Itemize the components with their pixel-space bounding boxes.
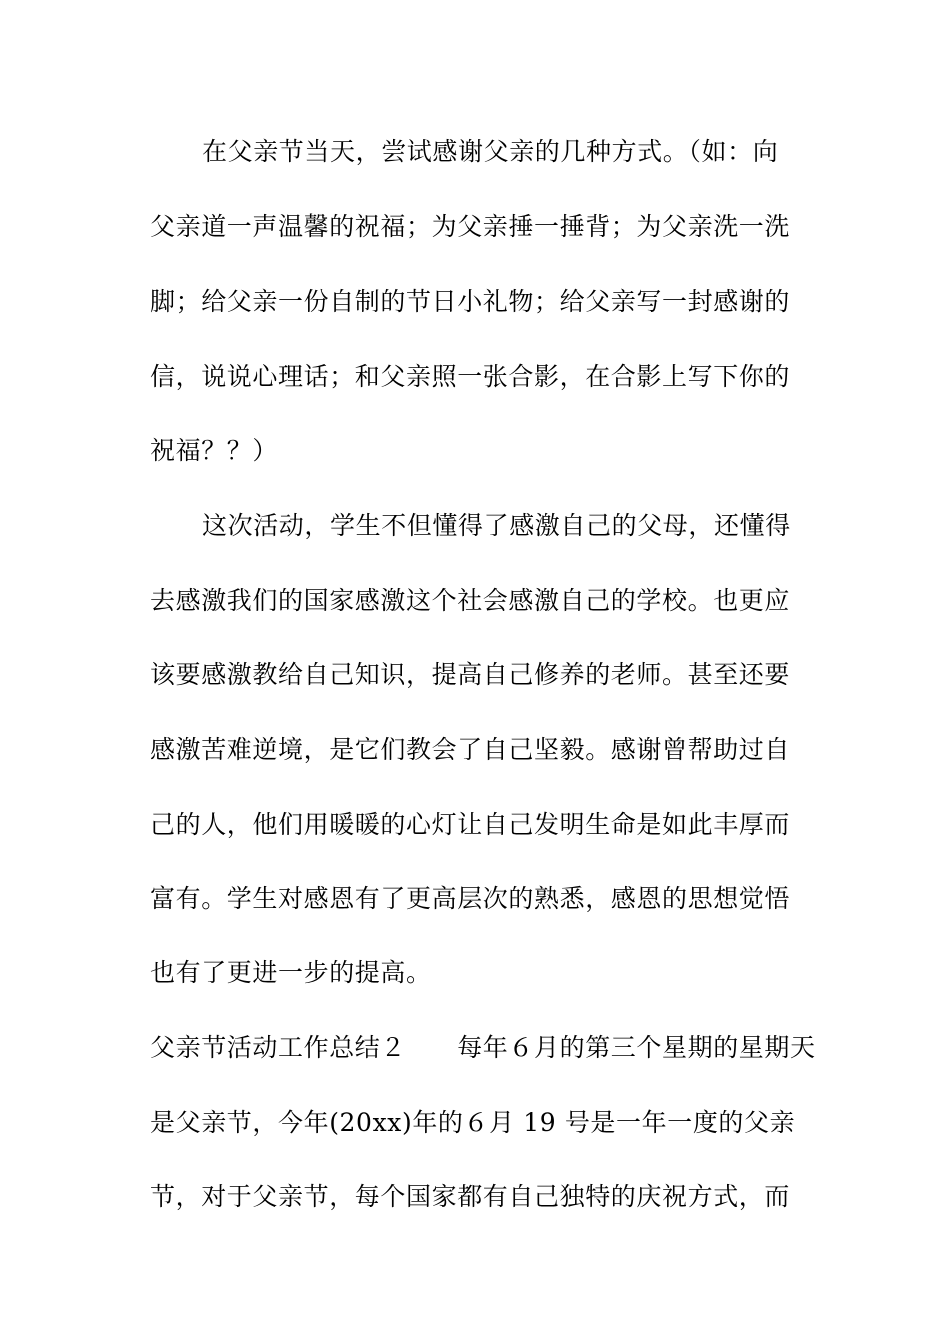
paragraph-2-line-7: 也有了更进一步的提高。	[150, 958, 432, 987]
paragraph-2-line-1: 这次活动，学生不但懂得了感激自己的父母，还懂得	[202, 511, 791, 540]
paragraph-2-line-4: 感激苦难逆境，是它们教会了自己坚毅。感谢曾帮助过自	[150, 735, 791, 764]
paragraph-2-line-3: 该要感激教给自己知识，提高自己修养的老师。甚至还要	[150, 660, 791, 689]
section-heading-line: 父亲节活动工作总结２ 每年６月的第三个星期的星期天	[150, 1033, 816, 1062]
paragraph-1-line-5: 祝福？？）	[150, 436, 279, 465]
paragraph-1-line-2: 父亲道一声温馨的祝福；为父亲捶一捶背；为父亲洗一洗	[150, 212, 791, 241]
paragraph-1-line-4: 信，说说心理话；和父亲照一张合影，在合影上写下你的	[150, 362, 791, 391]
paragraph-2-line-6: 富有。学生对感恩有了更高层次的熟悉，感恩的思想觉悟	[150, 884, 791, 913]
paragraph-1-line-3: 脚；给父亲一份自制的节日小礼物；给父亲写一封感谢的	[150, 287, 791, 316]
paragraph-3-line-2: 是父亲节，今年(20xx)年的６月 19 号是一年一度的父亲	[150, 1108, 796, 1137]
paragraph-2-line-2: 去感激我们的国家感激这个社会感激自己的学校。也更应	[150, 586, 791, 615]
paragraph-2-line-5: 己的人，他们用暖暖的心灯让自己发明生命是如此丰厚而	[150, 810, 791, 839]
paragraph-3-line-3: 节，对于父亲节，每个国家都有自己独特的庆祝方式，而	[150, 1182, 791, 1211]
paragraph-1-line-1: 在父亲节当天，尝试感谢父亲的几种方式。（如：向	[202, 137, 779, 166]
